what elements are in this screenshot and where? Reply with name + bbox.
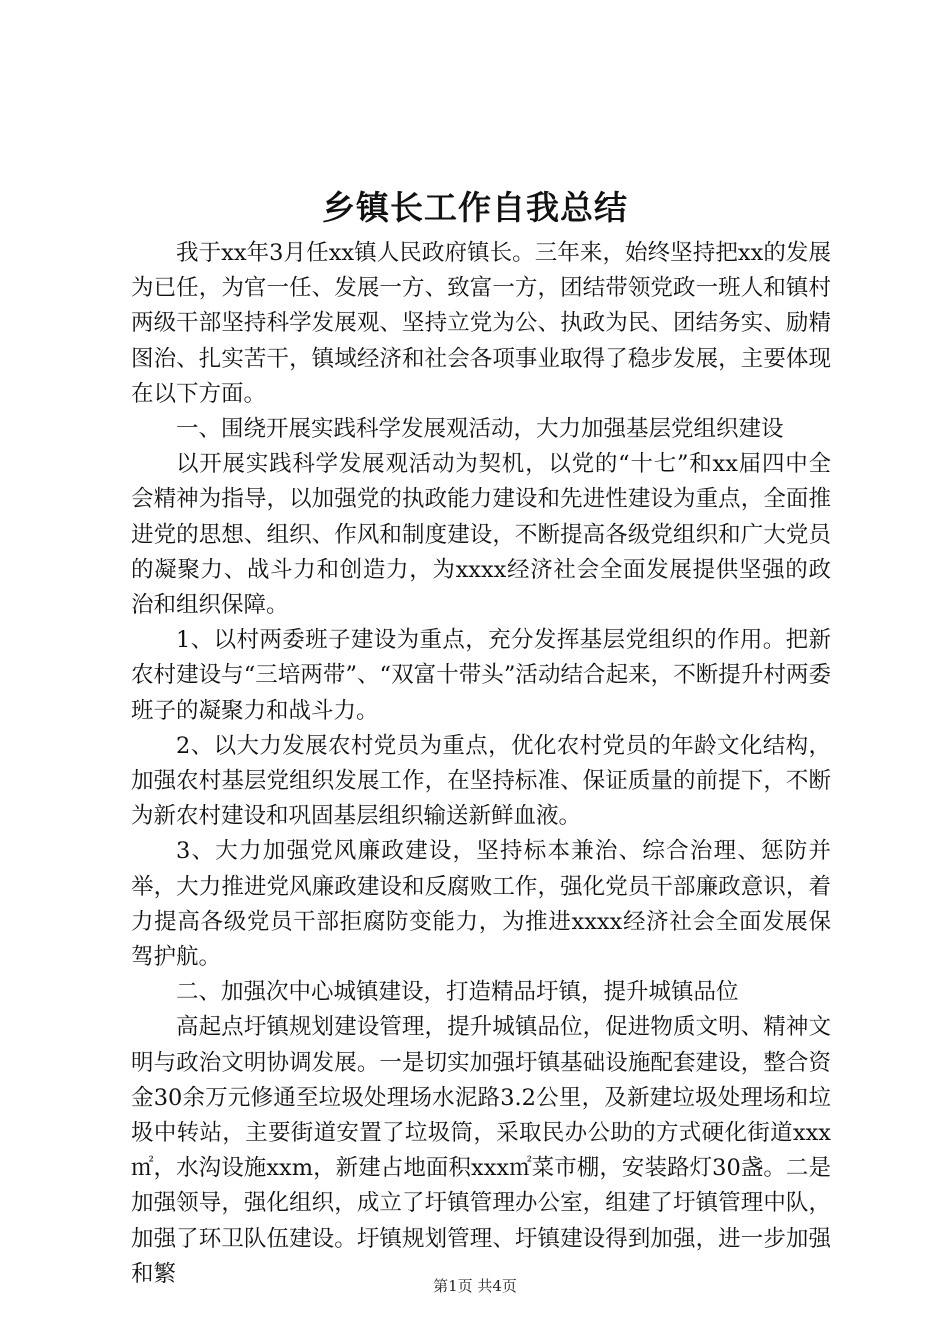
paragraph-item-2: 2、以大力发展农村党员为重点，优化农村党员的年龄文化结构，加强农村基层党组织发展工作，在坚持标准、保证质量的前提下，不断为新农村建设和巩固基层组织输送新鲜血液。: [131, 732, 831, 830]
paragraph-intro: 我于xx年3月任xx镇人民政府镇长。三年来，始终坚持把xx的发展为已任，为官一任、发展一方、致富一方，团结带领党政一班人和镇村两级干部坚持科学发展观、坚持立党为公、执政为民、团结务实、励精图治、扎实苦干，镇域经济和社会各项事业取得了稳步发展，主要体现在以下方面。: [131, 240, 831, 407]
section-heading-1: 一、围绕开展实践科学发展观活动，大力加强基层党组织建设: [176, 416, 784, 443]
paragraph-item-1: 1、以村两委班子建设为重点，充分发挥基层党组织的作用。把新农村建设与“三培两带”、“双富十带头”活动结合起来，不断提升村两委班子的凝聚力和战斗力。: [131, 627, 831, 724]
section-heading-2: 二、加强次中心城镇建设，打造精品圩镇，提升城镇品位: [176, 979, 739, 1006]
paragraph-item-3: 3、大力加强党风廉政建设，坚持标本兼治、综合治理、惩防并举，大力推进党风廉政建设和反腐败工作，强化党员干部廉政意识，着力提高各级党员干部拒腐防变能力，为推进xxxx经济社会全面发展保驾护航。: [131, 838, 831, 971]
document-body: [131, 236, 831, 1292]
paragraph-section-2-body: 高起点圩镇规划建设管理，提升城镇品位，促进物质文明、精神文明与政治文明协调发展。一是切实加强圩镇基础设施配套建设，整合资金30余万元修通至垃圾处理场水泥路3.2公里，及新建垃圾处理场和垃圾中转站，主要街道安置了垃圾筒，采取民办公助的方式硬化街道xxx㎡，水沟设施xxm，新建占地面积xxx㎡菜市棚，安装路灯30盏。二是加强领导，强化组织，成立了圩镇管理办公室，组建了圩镇管理中队，加强了环卫队伍建设。圩镇规划管理、圩镇建设得到加强，进一步加强和繁: [131, 1014, 831, 1287]
paragraph-section-1-intro: 以开展实践科学发展观活动为契机，以党的“十七”和xx届四中全会精神为指导，以加强党的执政能力建设和先进性建设为重点，全面推进党的思想、组织、作风和制度建设，不断提高各级党组织和广大党员的凝聚力、战斗力和创造力，为xxxx经济社会全面发展提供坚强的政治和组织保障。: [131, 451, 831, 619]
page-footer: 第1页 共4页: [433, 1277, 517, 1295]
page-title: 乡镇长工作自我总结: [322, 188, 628, 227]
